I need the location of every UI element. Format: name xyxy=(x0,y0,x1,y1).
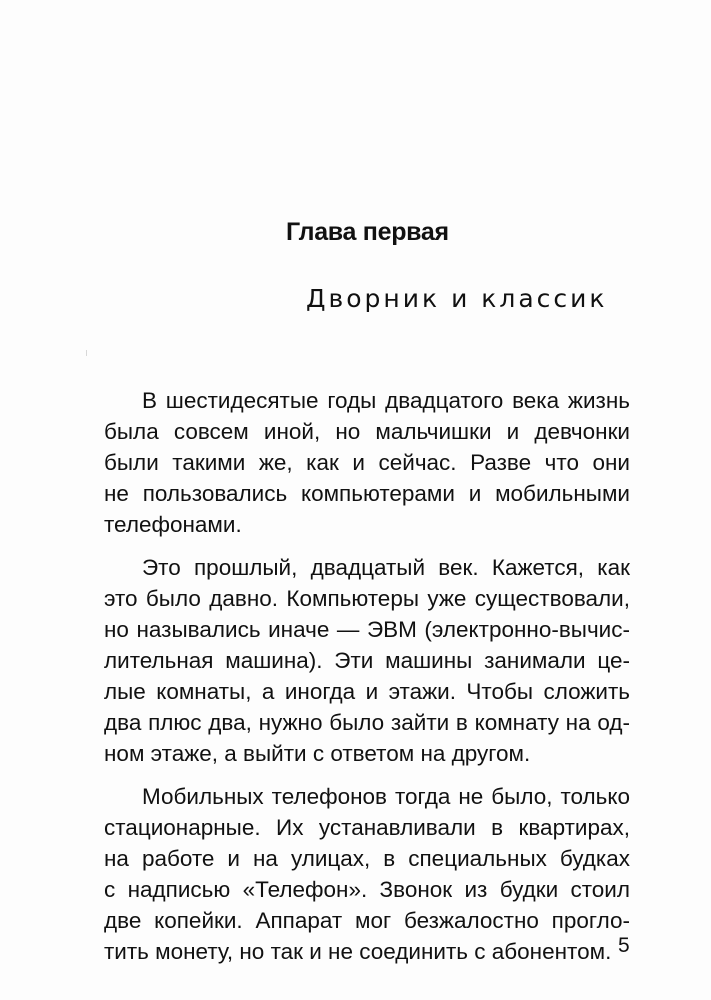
chapter-label: Глава первая xyxy=(286,218,449,246)
text-line: это было давно. Компьютеры уже существовали, xyxy=(104,586,630,611)
text-line: были такими же, как и сейчас. Разве что они xyxy=(104,450,630,475)
margin-speck xyxy=(86,350,87,356)
text-line: стационарные. Их устанавливали в квартирах, xyxy=(104,815,630,840)
body-text xyxy=(104,385,630,979)
text-line: два плюс два, нужно было зайти в комнату на од- xyxy=(104,710,630,735)
text-line: телефонами. xyxy=(104,512,242,537)
text-line: с надписью «Телефон». Звонок из будки стоил xyxy=(104,877,630,902)
paragraph-1 xyxy=(104,385,630,540)
text-line: тить монету, но так и не соединить с абонентом. xyxy=(104,939,612,964)
text-line: две копейки. Аппарат мог безжалостно прогло- xyxy=(104,908,630,933)
text-line: ном этаже, а выйти с ответом на другом. xyxy=(104,741,531,766)
chapter-title: Дворник и классик xyxy=(306,284,608,313)
page-number: 5 xyxy=(618,934,630,957)
text-line: лые комнаты, а иногда и этажи. Чтобы сложить xyxy=(104,679,630,704)
paragraph-2 xyxy=(104,552,630,769)
text-line: была совсем иной, но мальчишки и девчонки xyxy=(104,419,630,444)
text-line: В шестидесятые годы двадцатого века жизнь xyxy=(142,388,630,413)
paragraph-3 xyxy=(104,781,630,967)
text-line: лительная машина). Эти машины занимали це- xyxy=(104,648,630,673)
text-line: Это прошлый, двадцатый век. Кажется, как xyxy=(142,555,630,580)
text-line: на работе и на улицах, в специальных будках xyxy=(104,846,630,871)
text-line: не пользовались компьютерами и мобильными xyxy=(104,481,630,506)
text-line: но назывались иначе — ЭВМ (электронно-вычис- xyxy=(104,617,630,642)
text-line: Мобильных телефонов тогда не было, только xyxy=(142,784,630,809)
